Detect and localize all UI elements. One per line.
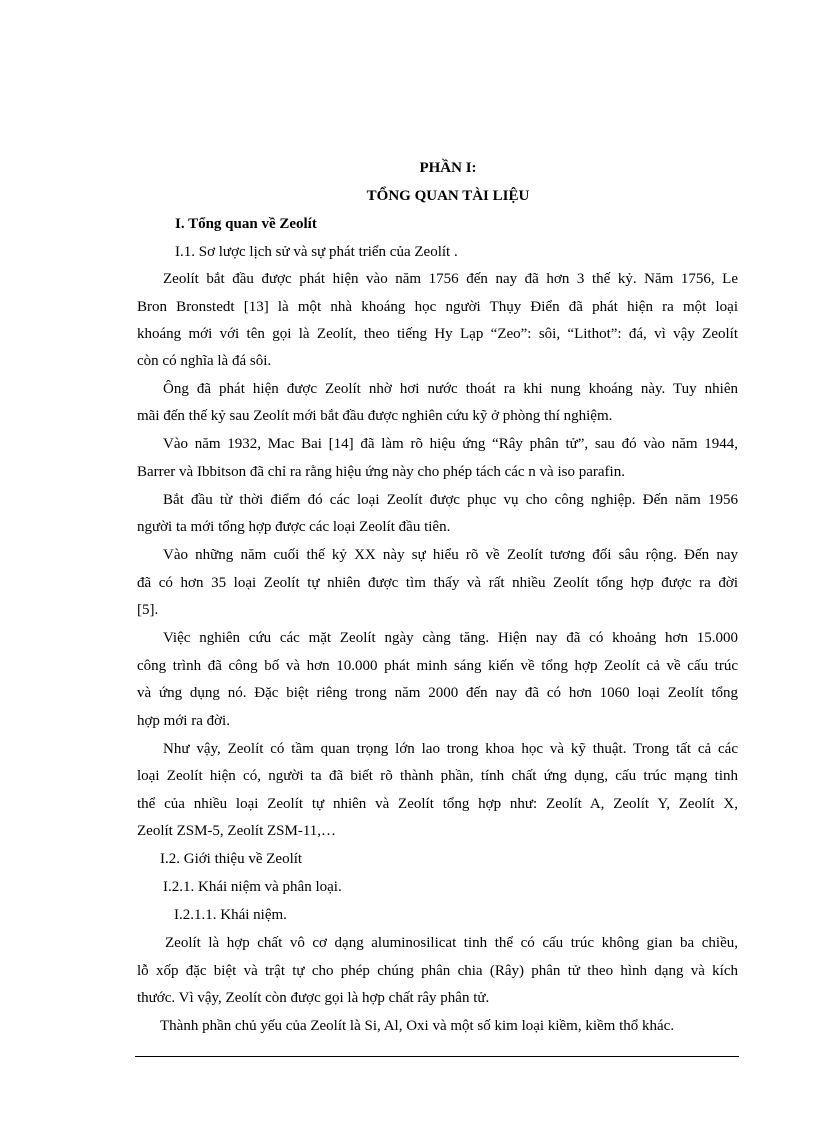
paragraph-line: mãi đến thế kỷ sau Zeolít mới bắt đầu được nghiên cứu kỹ ở phòng thí nghiệm.: [137, 408, 613, 424]
paragraph-line: Zeolít ZSM-5, Zeolít ZSM-11,…: [137, 823, 337, 839]
part-title: TỔNG QUAN TÀI LIỆU: [366, 188, 530, 204]
paragraph-line: người ta mới tổng hợp được các loại Zeolít đầu tiên.: [137, 519, 451, 535]
paragraph-line: thể của nhiều loại Zeolít tự nhiên và Zeolít tổng hợp như: Zeolít A, Zeolít Y, Zeolít X,: [137, 796, 738, 812]
subsection-heading: I.2.1. Khái niệm và phân loại.: [163, 879, 342, 895]
paragraph-line: Bron Bronstedt [13] là một nhà khoáng học người Thụy Điển đã phát hiện ra một loại: [137, 299, 738, 315]
paragraph-line: Ông đã phát hiện được Zeolít nhờ hơi nước thoát ra khi nung khoáng này. Tuy nhiên: [163, 381, 738, 397]
paragraph-line: thước. Vì vậy, Zeolít còn được gọi là hợp chất rây phân tử.: [137, 990, 490, 1006]
paragraph-line: công trình đã công bố và hơn 10.000 phát minh sáng kiến về tổng hợp Zeolít cả về cấu trúc: [137, 658, 738, 674]
paragraph-line: đã có hơn 35 loại Zeolít tự nhiên được tìm thấy và rất nhiều Zeolít tổng hợp được ra đời: [137, 575, 738, 591]
paragraph-line: Vào năm 1932, Mac Bai [14] đã làm rõ hiệu ứng “Rây phân tử”, sau đó vào năm 1944,: [163, 436, 738, 452]
section-heading: I. Tổng quan về Zeolít: [175, 216, 317, 232]
footer-divider: [135, 1056, 739, 1057]
paragraph-line: Zeolít bắt đầu được phát hiện vào năm 1756 đến nay đã hơn 3 thế kỷ. Năm 1756, Le: [163, 271, 738, 287]
paragraph-line: Bắt đầu từ thời điểm đó các loại Zeolít được phục vụ cho công nghiệp. Đến năm 1956: [163, 492, 738, 508]
paragraph-line: lỗ xốp đặc biệt và trật tự cho phép chúng phân chia (Rây) phân tử theo hình dạng và kích: [137, 963, 738, 979]
paragraph-line: Zeolít là hợp chất vô cơ dạng aluminosilicat tinh thể có cấu trúc không gian ba chiều,: [165, 935, 738, 951]
paragraph-line: hợp mới ra đời.: [137, 713, 230, 729]
paragraph-line: Vào những năm cuối thế kỷ XX này sự hiểu rõ về Zeolít tương đối sâu rộng. Đến nay: [163, 547, 738, 563]
paragraph-line: loại Zeolít hiện có, người ta đã biết rõ thành phần, tính chất ứng dụng, cấu trúc mạng tinh: [137, 768, 738, 784]
paragraph-line: [5].: [137, 602, 159, 618]
paragraph-line: Thành phần chủ yếu của Zeolít là Si, Al, Oxi và một số kim loại kiềm, kiềm thổ khác.: [160, 1018, 675, 1034]
paragraph-line: và ứng dụng nó. Đặc biệt riêng trong năm 2000 đến nay đã có hơn 1060 loại Zeolít tổng: [137, 685, 738, 701]
paragraph-line: Việc nghiên cứu các mặt Zeolít ngày càng tăng. Hiện nay đã có khoảng hơn 15.000: [163, 630, 738, 646]
subsection-heading: I.1. Sơ lược lịch sử và sự phát triển của Zeolít .: [175, 244, 458, 260]
subsection-heading: I.2. Giới thiệu về Zeolít: [160, 851, 303, 867]
paragraph-line: khoáng mới với tên gọi là Zeolít, theo tiếng Hy Lạp “Zeo”: sôi, “Lithot”: đá, vì vậy Zeolít: [137, 326, 738, 342]
paragraph-line: còn có nghĩa là đá sôi.: [137, 353, 272, 369]
paragraph-line: Barrer và Ibbitson đã chỉ ra rằng hiệu ứng này cho phép tách các n và iso parafin.: [137, 464, 625, 480]
part-heading: PHẦN I:: [419, 160, 477, 176]
paragraph-line: Như vậy, Zeolít có tầm quan trọng lớn lao trong khoa học và kỹ thuật. Trong tất cả các: [163, 741, 738, 757]
subsection-heading: I.2.1.1. Khái niệm.: [174, 907, 287, 923]
